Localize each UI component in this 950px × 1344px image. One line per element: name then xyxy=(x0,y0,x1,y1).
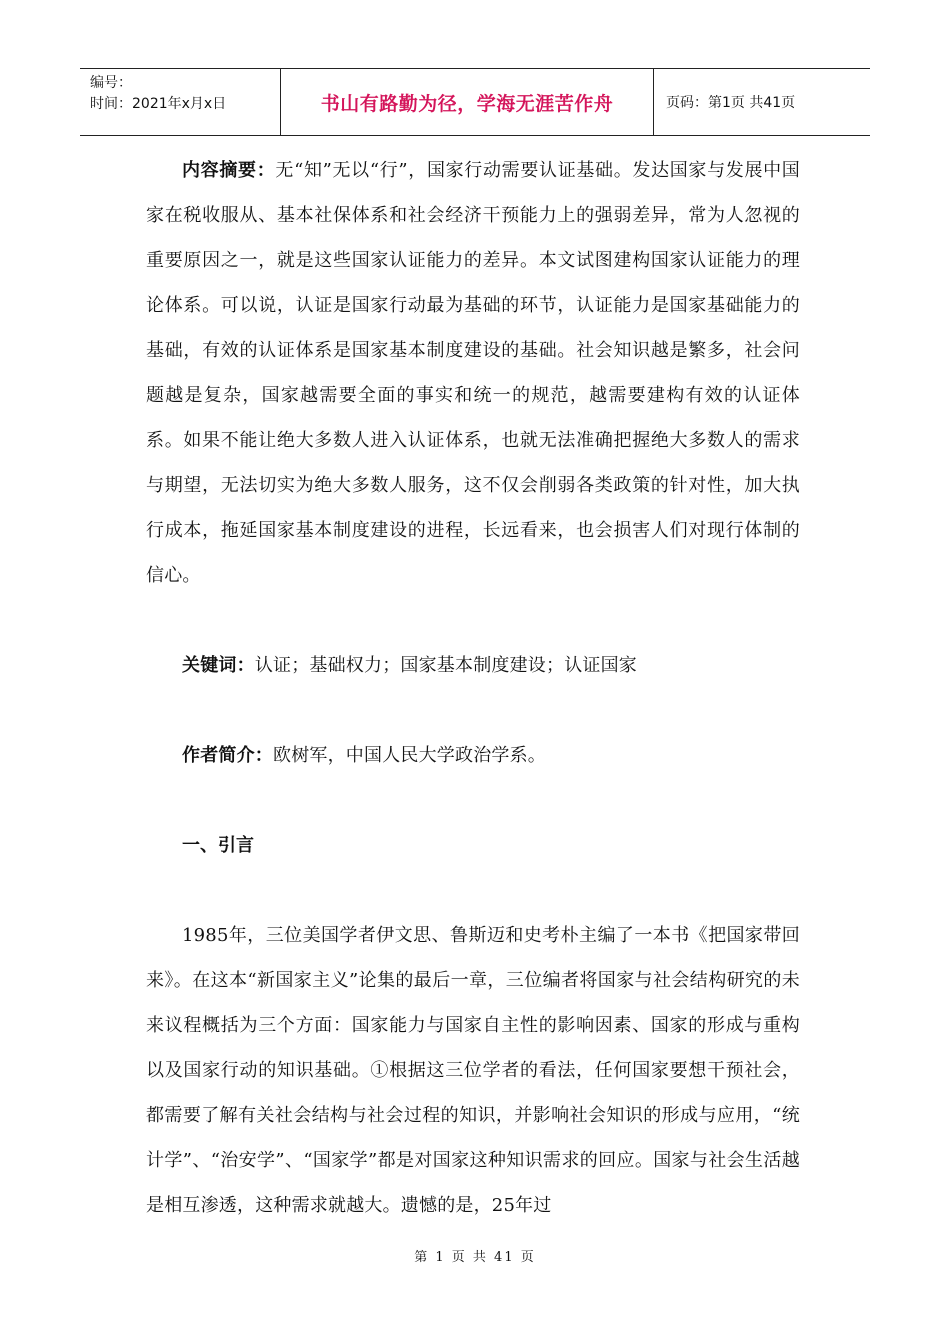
document-body xyxy=(146,148,800,1228)
author-paragraph xyxy=(146,733,800,778)
author-text: 欧树军，中国人民大学政治学系。 xyxy=(273,745,546,766)
page-footer: 第 1 页 共 41 页 xyxy=(414,1250,536,1265)
section-paragraph: 1985年，三位美国学者伊文思、鲁斯迈和史考朴主编了一本书《把国家带回来》。在这本“新国家主义”论集的最后一章，三位编者将国家与社会结构研究的未来议程概括为三个方面：国家能力与国家自主性的影响因素、国家的形成与重构以及国家行动的知识基础。①根据这三位学者的看法，任何国家要想干预社会，都需要了解有关社会结构与社会过程的知识，并影响社会知识的形成与应用，“统计学”、“治安学”、“国家学”都是对国家这种知识需求的回应。国家与社会生活越是相互渗透，这种需求就越大。遗憾的是，25年过 xyxy=(146,925,800,1216)
abstract-label: 内容摘要： xyxy=(182,160,276,181)
author-label: 作者简介： xyxy=(182,745,273,766)
id-label: 编号： xyxy=(90,75,132,91)
keywords-label: 关键词： xyxy=(182,655,255,676)
document-header xyxy=(80,68,870,136)
keywords-text: 认证；基础权力；国家基本制度建设；认证国家 xyxy=(254,655,638,676)
abstract-paragraph xyxy=(146,148,800,598)
header-page-code: 页码：第1页 共41页 xyxy=(666,95,796,111)
keywords-paragraph xyxy=(146,643,800,688)
header-motto: 书山有路勤为径，学海无涯苦作舟 xyxy=(280,69,654,135)
abstract-text: 无“知”无以“行”，国家行动需要认证基础。发达国家与发展中国家在税收服从、基本社保体系和社会经济干预能力上的强弱差异，常为人忽视的重要原因之一，就是这些国家认证能力的差异。本文试图建构国家认证能力的理论体系。可以说，认证是国家行动最为基础的环节，认证能力是国家基础能力的基础，有效的认证体系是国家基本制度建设的基础。社会知识越是繁多，社会问题越是复杂，国家越需要全面的事实和统一的规范，越需要建构有效的认证体系。如果不能让绝大多数人进入认证体系，也就无法准确把握绝大多数人的需求与期望，无法切实为绝大多数人服务，这不仅会削弱各类政策的针对性，加大执行成本，拖延国家基本制度建设的进程，长远看来，也会损害人们对现行体制的信心。 xyxy=(146,160,801,586)
date-label: 时间：2021年x月x日 xyxy=(90,96,227,112)
section-heading: 一、引言 xyxy=(182,835,254,856)
header-meta xyxy=(80,69,280,135)
